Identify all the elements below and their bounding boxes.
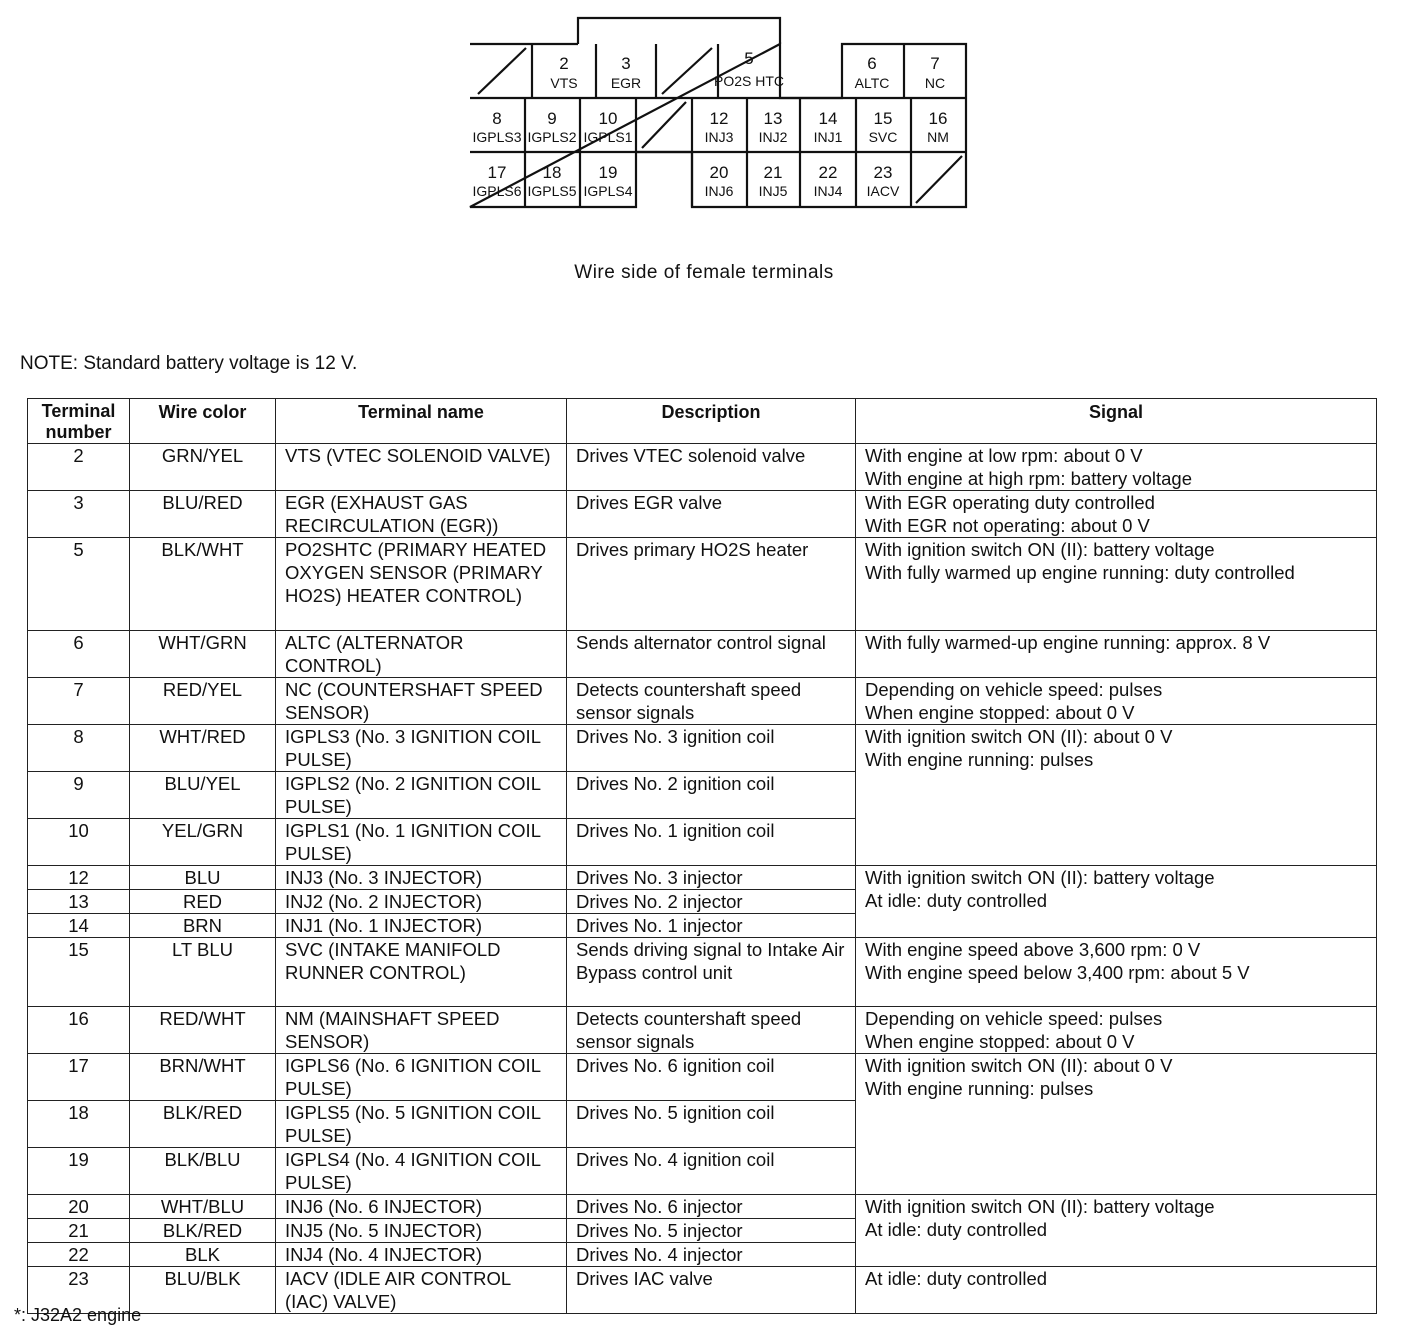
- signal-cell: With ignition switch ON (II): about 0 V With engine running: pulses: [856, 1054, 1377, 1195]
- terminal-name-cell: PO2SHTC (PRIMARY HEATED OXYGEN SENSOR (PRIMARY HO2S) HEATER CONTROL): [276, 538, 567, 631]
- table-row: [28, 938, 1377, 1007]
- pin-18-number: 18: [542, 163, 562, 182]
- pin-5-number: 5: [744, 49, 754, 68]
- terminal-number-cell: 23: [28, 1267, 130, 1314]
- wire-color-cell: RED: [130, 890, 276, 914]
- terminal-name-cell: VTS (VTEC SOLENOID VALVE): [276, 444, 567, 491]
- pin-12-label: INJ3: [704, 129, 734, 145]
- terminal-number-cell: 19: [28, 1148, 130, 1195]
- table-row: [28, 631, 1377, 678]
- signal-cell: With EGR operating duty controlled With EGR not operating: about 0 V: [856, 491, 1377, 538]
- table-row: [28, 444, 1377, 491]
- pin-21-number: 21: [763, 163, 783, 182]
- pin-7-label: NC: [924, 75, 946, 91]
- table-row: [28, 1054, 1377, 1101]
- description-cell: Drives No. 1 ignition coil: [567, 819, 856, 866]
- pin-13-label: INJ2: [758, 129, 788, 145]
- terminal-name-cell: IGPLS4 (No. 4 IGNITION COIL PULSE): [276, 1148, 567, 1195]
- terminal-number-cell: 20: [28, 1195, 130, 1219]
- description-cell: Drives No. 4 injector: [567, 1243, 856, 1267]
- wire-color-cell: WHT/BLU: [130, 1195, 276, 1219]
- wire-color-cell: GRN/YEL: [130, 444, 276, 491]
- connector-diagram: [0, 0, 1408, 215]
- signal-cell: With ignition switch ON (II): battery voltage At idle: duty controlled: [856, 866, 1377, 938]
- pin-21-label: INJ5: [758, 183, 788, 199]
- terminal-number-cell: 3: [28, 491, 130, 538]
- terminal-name-cell: INJ6 (No. 6 INJECTOR): [276, 1195, 567, 1219]
- wire-color-cell: RED/YEL: [130, 678, 276, 725]
- wire-color-cell: BLK/BLU: [130, 1148, 276, 1195]
- wire-color-cell: BLK/RED: [130, 1101, 276, 1148]
- pin-3-label: EGR: [610, 75, 642, 91]
- description-cell: Drives No. 5 ignition coil: [567, 1101, 856, 1148]
- header-description: Description: [567, 399, 856, 444]
- terminal-number-cell: 17: [28, 1054, 130, 1101]
- pin-10-number: 10: [598, 109, 618, 128]
- terminal-name-cell: ALTC (ALTERNATOR CONTROL): [276, 631, 567, 678]
- pin-9-label: IGPLS2: [527, 129, 577, 145]
- connector-face: [0, 0, 1408, 215]
- wire-color-cell: BRN/WHT: [130, 1054, 276, 1101]
- pin-15-label: SVC: [868, 129, 898, 145]
- pin-13-number: 13: [763, 109, 783, 128]
- pin-19-label: IGPLS4: [583, 183, 633, 199]
- terminal-name-cell: INJ4 (No. 4 INJECTOR): [276, 1243, 567, 1267]
- terminal-number-cell: 14: [28, 914, 130, 938]
- terminal-number-cell: 12: [28, 866, 130, 890]
- terminal-number-cell: 13: [28, 890, 130, 914]
- header-signal: Signal: [856, 399, 1377, 444]
- wire-color-cell: YEL/GRN: [130, 819, 276, 866]
- description-cell: Drives No. 5 injector: [567, 1219, 856, 1243]
- terminal-number-cell: 5: [28, 538, 130, 631]
- pin-22-label: INJ4: [813, 183, 843, 199]
- description-cell: Drives No. 6 ignition coil: [567, 1054, 856, 1101]
- pin-17-number: 17: [487, 163, 507, 182]
- table-row: [28, 538, 1377, 631]
- signal-cell: With ignition switch ON (II): battery voltage With fully warmed up engine running: duty controlled: [856, 538, 1377, 631]
- terminal-name-cell: INJ2 (No. 2 INJECTOR): [276, 890, 567, 914]
- wire-color-cell: BLK/WHT: [130, 538, 276, 631]
- description-cell: Drives No. 6 injector: [567, 1195, 856, 1219]
- description-cell: Drives No. 4 ignition coil: [567, 1148, 856, 1195]
- footnote: *: J32A2 engine: [14, 1305, 142, 1325]
- pin-5-label: PO2S HTC: [713, 73, 785, 89]
- description-cell: Detects countershaft speed sensor signals: [567, 1007, 856, 1054]
- pin-23-label: IACV: [866, 183, 900, 199]
- wire-color-cell: BLU/YEL: [130, 772, 276, 819]
- wire-color-cell: WHT/RED: [130, 725, 276, 772]
- terminal-name-cell: INJ5 (No. 5 INJECTOR): [276, 1219, 567, 1243]
- signal-cell: Depending on vehicle speed: pulses When engine stopped: about 0 V: [856, 678, 1377, 725]
- terminal-number-cell: 6: [28, 631, 130, 678]
- pin-16-number: 16: [928, 109, 948, 128]
- table-row: [28, 866, 1377, 890]
- pin-20-number: 20: [709, 163, 729, 182]
- pin-17-label: IGPLS6: [472, 183, 522, 199]
- terminal-name-cell: IGPLS3 (No. 3 IGNITION COIL PULSE): [276, 725, 567, 772]
- pin-7-number: 7: [930, 54, 940, 73]
- terminal-number-cell: 15: [28, 938, 130, 1007]
- table-row: [28, 1267, 1377, 1314]
- description-cell: Sends alternator control signal: [567, 631, 856, 678]
- signal-cell: With engine at low rpm: about 0 V With engine at high rpm: battery voltage: [856, 444, 1377, 491]
- wire-color-cell: BRN: [130, 914, 276, 938]
- table-row: [28, 1195, 1377, 1219]
- pin-8-label: IGPLS3: [472, 129, 522, 145]
- terminal-name-cell: IGPLS6 (No. 6 IGNITION COIL PULSE): [276, 1054, 567, 1101]
- header-terminal-name: Terminal name: [276, 399, 567, 444]
- terminal-number-cell: 21: [28, 1219, 130, 1243]
- wire-color-cell: WHT/GRN: [130, 631, 276, 678]
- table-header-row: [28, 399, 1377, 444]
- pin-2-label: VTS: [550, 75, 578, 91]
- voltage-note: NOTE: Standard battery voltage is 12 V.: [20, 353, 358, 374]
- signal-cell: At idle: duty controlled: [856, 1267, 1377, 1314]
- terminal-name-cell: INJ1 (No. 1 INJECTOR): [276, 914, 567, 938]
- pin-6-label: ALTC: [854, 75, 890, 91]
- terminal-name-cell: IGPLS2 (No. 2 IGNITION COIL PULSE): [276, 772, 567, 819]
- wire-color-cell: BLK: [130, 1243, 276, 1267]
- pin-8-number: 8: [492, 109, 502, 128]
- table-row: [28, 491, 1377, 538]
- description-cell: Drives No. 3 ignition coil: [567, 725, 856, 772]
- description-cell: Drives No. 3 injector: [567, 866, 856, 890]
- header-terminal-number: Terminal number: [28, 399, 130, 444]
- pin-3-number: 3: [621, 54, 631, 73]
- terminal-name-cell: IACV (IDLE AIR CONTROL (IAC) VALVE): [276, 1267, 567, 1314]
- description-cell: Drives primary HO2S heater: [567, 538, 856, 631]
- signal-cell: With ignition switch ON (II): about 0 V With engine running: pulses: [856, 725, 1377, 866]
- terminal-table-body: [28, 444, 1377, 1314]
- description-cell: Detects countershaft speed sensor signals: [567, 678, 856, 725]
- wire-color-cell: BLU/BLK: [130, 1267, 276, 1314]
- wire-color-cell: BLK/RED: [130, 1219, 276, 1243]
- terminal-number-cell: 16: [28, 1007, 130, 1054]
- wire-color-cell: RED/WHT: [130, 1007, 276, 1054]
- wire-color-cell: BLU/RED: [130, 491, 276, 538]
- pin-18-label: IGPLS5: [527, 183, 577, 199]
- pin-19-number: 19: [598, 163, 618, 182]
- terminal-name-cell: IGPLS1 (No. 1 IGNITION COIL PULSE): [276, 819, 567, 866]
- signal-cell: With engine speed above 3,600 rpm: 0 V With engine speed below 3,400 rpm: about 5 V: [856, 938, 1377, 1007]
- description-cell: Drives VTEC solenoid valve: [567, 444, 856, 491]
- description-cell: Drives EGR valve: [567, 491, 856, 538]
- pin-15-number: 15: [873, 109, 893, 128]
- wire-color-cell: BLU: [130, 866, 276, 890]
- terminal-number-cell: 22: [28, 1243, 130, 1267]
- signal-cell: With ignition switch ON (II): battery voltage At idle: duty controlled: [856, 1195, 1377, 1267]
- header-wire-color: Wire color: [130, 399, 276, 444]
- signal-cell: Depending on vehicle speed: pulses When engine stopped: about 0 V: [856, 1007, 1377, 1054]
- terminal-name-cell: NC (COUNTERSHAFT SPEED SENSOR): [276, 678, 567, 725]
- table-row: [28, 678, 1377, 725]
- terminal-name-cell: NM (MAINSHAFT SPEED SENSOR): [276, 1007, 567, 1054]
- pin-10-label: IGPLS1: [583, 129, 633, 145]
- pin-12-number: 12: [709, 109, 729, 128]
- signal-cell: With fully warmed-up engine running: approx. 8 V: [856, 631, 1377, 678]
- pin-22-number: 22: [818, 163, 838, 182]
- terminal-number-cell: 18: [28, 1101, 130, 1148]
- terminal-table: [27, 398, 1377, 1314]
- terminal-number-cell: 7: [28, 678, 130, 725]
- terminal-name-cell: SVC (INTAKE MANIFOLD RUNNER CONTROL): [276, 938, 567, 1007]
- terminal-name-cell: IGPLS5 (No. 5 IGNITION COIL PULSE): [276, 1101, 567, 1148]
- description-cell: Drives No. 1 injector: [567, 914, 856, 938]
- pin-14-number: 14: [818, 109, 838, 128]
- terminal-name-cell: EGR (EXHAUST GAS RECIRCULATION (EGR)): [276, 491, 567, 538]
- description-cell: Sends driving signal to Intake Air Bypass control unit: [567, 938, 856, 1007]
- pin-23-number: 23: [873, 163, 893, 182]
- terminal-name-cell: INJ3 (No. 3 INJECTOR): [276, 866, 567, 890]
- table-row: [28, 1007, 1377, 1054]
- terminal-number-cell: 2: [28, 444, 130, 491]
- connector-caption: Wire side of female terminals: [574, 262, 834, 283]
- pin-9-number: 9: [547, 109, 557, 128]
- pin-16-label: NM: [927, 129, 949, 145]
- pin-2-number: 2: [559, 54, 569, 73]
- terminal-number-cell: 10: [28, 819, 130, 866]
- pin-6-number: 6: [867, 54, 877, 73]
- pin-14-label: INJ1: [813, 129, 843, 145]
- description-cell: Drives No. 2 injector: [567, 890, 856, 914]
- description-cell: Drives IAC valve: [567, 1267, 856, 1314]
- wire-color-cell: LT BLU: [130, 938, 276, 1007]
- terminal-number-cell: 9: [28, 772, 130, 819]
- table-row: [28, 725, 1377, 772]
- description-cell: Drives No. 2 ignition coil: [567, 772, 856, 819]
- terminal-number-cell: 8: [28, 725, 130, 772]
- pin-20-label: INJ6: [704, 183, 734, 199]
